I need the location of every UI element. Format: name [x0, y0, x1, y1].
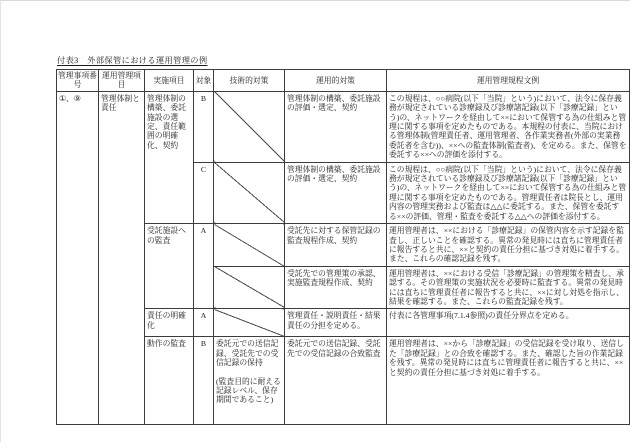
- operation-management-table: [56, 69, 630, 425]
- cell-operational-2: 管理体制の構築、委託施設の評価・選定、契約: [285, 162, 387, 223]
- cell-regulation-5: 付表に各管理事項(7.1.4参照)の責任分界点を定める。: [387, 309, 630, 337]
- cell-implementation-responsibility: 責任の明確化: [145, 309, 194, 337]
- header-regulation: 運用管理規程文例: [387, 70, 630, 92]
- cell-target-b2: B: [194, 337, 214, 425]
- technical-measure-text: 委託元での送信記録、受託先での受信記録の保持: [216, 339, 279, 368]
- cell-category: 管理体制と責任: [99, 91, 145, 425]
- page-title: 付表3 外部保管における運用管理の例: [57, 56, 208, 65]
- cell-operational-4: 受託先での管理策の承認、実施監査規程作成、契約: [285, 266, 387, 309]
- cell-technical-na-2: [214, 162, 285, 223]
- cell-technical-na-1: [214, 91, 285, 162]
- cell-regulation-6: 運用管理者は、××から「診療記録」の受信記録を受け取り、送信した「診療記録」との合致を確認する。また、確認した旨の作業記録を残す。異常の発見時には直ちに管理責任者に報告すると共に、××と契約の責任分担に基づき対処に着手する。: [387, 337, 630, 425]
- header-target: 対象: [194, 70, 214, 92]
- header-category: 運用管理項目: [99, 70, 145, 92]
- cell-target-c: C: [194, 162, 214, 223]
- cell-technical-records: [214, 337, 285, 425]
- cell-regulation-2: この規程は、○○病院(以下「当院」という)において、法令に保存義務が規定されている診療録及び診療諸記録(以下「診療記録」という)の、ネットワークを経由して××において保管する為の仕組みと管理に関する事項を定めたものである。管理責任者は院長とし、運用内容の管理実務および監査は△△に委託する。また、保管を委託する××の評価、管理・監査を委託する△△への評価を添付する。: [387, 162, 630, 223]
- cell-target-a2: A: [194, 309, 214, 337]
- cell-implementation-structure: 管理体制の構築、委託施設の選定、責任範囲の明確化、契約: [145, 91, 194, 223]
- header-implementation: 実施項目: [145, 70, 194, 92]
- cell-technical-na-4: [214, 266, 285, 309]
- technical-measure-note: (監査目的に耐える記録レベル、保存期間であること): [216, 376, 281, 405]
- header-technical: 技術的対策: [214, 70, 285, 92]
- header-item-no: 管理事項番号: [58, 71, 97, 90]
- table-row: [57, 91, 630, 162]
- cell-regulation-4: 運用管理者は、××における受信「診療記録」の管理策を精査し、承認する。その管理策の実施状況を必要時に監査する。異常の発見時には直ちに管理責任者に報告すると共に、××に対し対処を指示し、結果を確認する。また、これらの監査記録を残す。: [387, 266, 630, 309]
- cell-operational-5: 管理責任・説明責任・結果責任の分担を定める。: [285, 309, 387, 337]
- cell-technical-na-5: [214, 309, 285, 337]
- cell-target-a1: A: [194, 224, 214, 309]
- table-header-row: [57, 70, 630, 92]
- cell-operational-6: 委託元での送信記録、受託先での受信記録の合致監査: [285, 337, 387, 425]
- cell-target-b: B: [194, 91, 214, 162]
- cell-regulation-1: この規程は、○○病院(以下「当院」という)において、法令に保存義務が規定されている診療録及び診療諸記録(以下「診療記録」という)の、ネットワークを経由して××において保管する為の仕組みと管理に関する事項を定めたものである。本規程の付表に、当院における管理体制(管理責任者、運用管理者、各作業実務者(外部の実業務委託者を含む))、××への監査体制(監査者)、を定める。また、保管を委託する××への評価を添付する。: [387, 91, 630, 162]
- cell-implementation-audit: 受託施設への監査: [145, 224, 194, 309]
- cell-item-no: ①、⑨: [57, 91, 99, 425]
- cell-technical-na-3: [214, 224, 285, 267]
- cell-implementation-operation-audit: 動作の監査: [145, 337, 194, 425]
- cell-operational-3: 受託先に対する保管記録の監査規程作成、契約: [285, 224, 387, 267]
- header-operational: 運用的対策: [285, 70, 387, 92]
- cell-regulation-3: 運用管理者は、××における「診療記録」の保管内容を示す記録を監査し、正しいことを確認する。異常の発見時には直ちに管理責任者に報告すると共に、××と契約の責任分担に基づき対処に着手する。また、これらの確認記録を残す。: [387, 224, 630, 267]
- cell-operational-1: 管理体制の構築、委託施設の評価・選定、契約: [285, 91, 387, 162]
